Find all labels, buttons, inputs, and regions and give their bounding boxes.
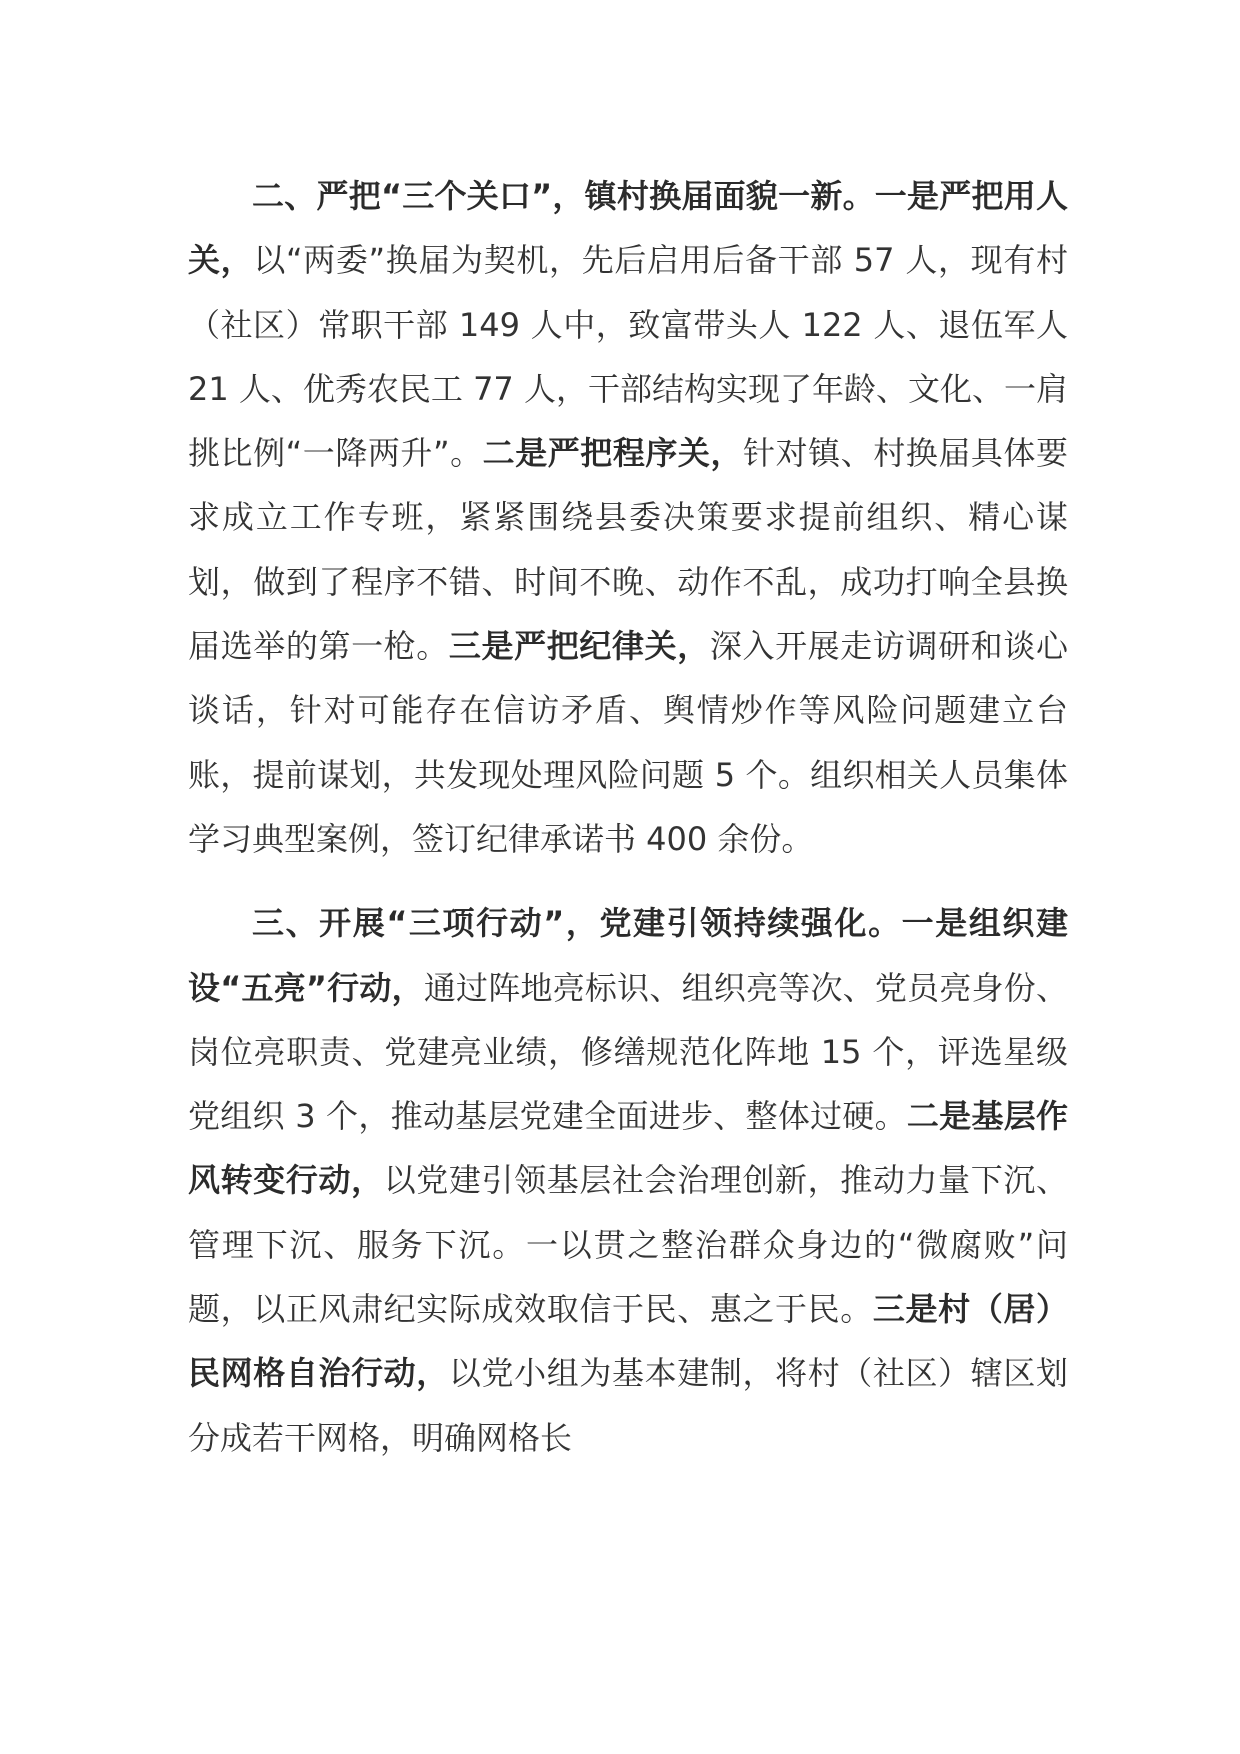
subheading-grid-autonomy: 三是村（居）民网格自治行动， (188, 1290, 1068, 1393)
subheading-procedure: 二是严把程序关， (482, 434, 744, 473)
body-text: 深入开展走访调研和谈心谈话，针对可能存在信访矛盾、舆情炒作等风险问题建立台账，提前谋划，共发现处理风险问题 5 个。组织相关人员集体学习典型案例，签订纪律承诺书 400 余份。 (188, 627, 1068, 858)
body-text: 针对镇、村换届具体要求成立工作专班，紧紧围绕县委决策要求提前组织、精心谋划，做到了程序不错、时间不晚、动作不乱，成功打响全县换届选举的第一枪。 (188, 434, 1068, 666)
paragraph-town-village-election (188, 164, 1068, 871)
heading-three-gates: 二、严把“三个关口”，镇村换届面貌一新。一是严把用人关， (188, 177, 1068, 280)
document-body (188, 164, 1068, 1470)
paragraph-party-building-actions (188, 891, 1068, 1470)
body-text: 以党小组为基本建制，将村（社区）辖区划分成若干网格，明确网格长 (188, 1354, 1068, 1457)
body-text: 以党建引领基层社会治理创新，推动力量下沉、管理下沉、服务下沉。一以贯之整治群众身边的“微腐败”问题，以正风肃纪实际成效取信于民、惠之于民。 (188, 1161, 1068, 1329)
subheading-work-style: 二是基层作风转变行动， (188, 1097, 1068, 1200)
heading-three-actions: 三、开展“三项行动”，党建引领持续强化。一是组织建设“五亮”行动， (188, 904, 1068, 1007)
body-text: 通过阵地亮标识、组织亮等次、党员亮身份、岗位亮职责、党建亮业绩，修缮规范化阵地 15 个，评选星级党组织 3 个，推动基层党建全面进步、整体过硬。 (188, 968, 1068, 1136)
body-text: 以“两委”换届为契机，先后启用后备干部 57 人，现有村（社区）常职干部 149 人中，致富带头人 122 人、退伍军人 21 人、优秀农民工 77 人，干部结构实现了年龄、文化、一肩挑比例“一降两升”。 (188, 241, 1068, 473)
subheading-discipline: 三是严把纪律关， (448, 627, 710, 666)
